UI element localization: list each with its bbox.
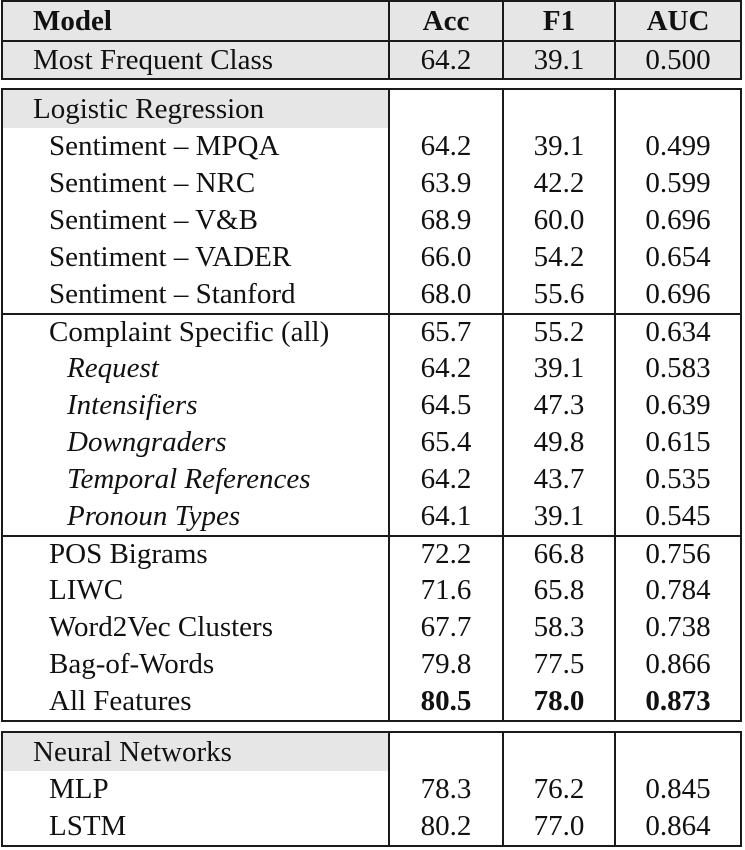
row-acc: 78.3 <box>388 771 502 808</box>
row-f1: 78.0 <box>502 683 614 720</box>
row-acc: 64.2 <box>388 461 502 498</box>
row-auc: 0.873 <box>614 683 740 720</box>
row-f1: 39.1 <box>502 498 614 535</box>
row-auc: 0.545 <box>614 498 740 535</box>
neural-section-title: Neural Networks <box>3 733 388 771</box>
row-label: Bag-of-Words <box>49 648 215 680</box>
row-label: POS Bigrams <box>49 538 208 570</box>
row-acc: 79.8 <box>388 646 502 683</box>
row-f1: 43.7 <box>502 461 614 498</box>
row-label: Complaint Specific (all) <box>49 316 330 348</box>
row-f1: 47.3 <box>502 387 614 424</box>
row-f1: 39.1 <box>502 350 614 387</box>
baseline-auc: 0.500 <box>614 42 740 78</box>
table-row <box>3 535 740 572</box>
table-row <box>3 202 740 239</box>
row-acc: 68.0 <box>388 276 502 313</box>
table-row <box>3 350 740 387</box>
row-f1: 55.2 <box>502 315 614 350</box>
row-acc: 66.0 <box>388 239 502 276</box>
row-label: Intensifiers <box>67 389 198 421</box>
row-label: MLP <box>49 773 109 805</box>
baseline-acc: 64.2 <box>388 42 502 78</box>
row-acc: 72.2 <box>388 537 502 572</box>
table-row <box>3 771 740 808</box>
row-auc: 0.634 <box>614 315 740 350</box>
neural-section-row <box>3 733 740 771</box>
baseline-row <box>3 40 740 78</box>
table-row <box>3 572 740 609</box>
row-acc: 64.2 <box>388 128 502 165</box>
row-f1: 39.1 <box>502 128 614 165</box>
row-f1: 77.5 <box>502 646 614 683</box>
row-label: All Features <box>49 685 192 717</box>
logistic-section-row <box>3 90 740 128</box>
empty-cell <box>388 90 502 128</box>
header-acc: Acc <box>388 2 502 40</box>
row-f1: 65.8 <box>502 572 614 609</box>
table-row-best <box>3 683 740 720</box>
table-row <box>3 165 740 202</box>
row-acc: 64.5 <box>388 387 502 424</box>
row-label: Downgraders <box>67 426 227 458</box>
row-label: Request <box>67 352 159 384</box>
table-row <box>3 461 740 498</box>
table-row <box>3 498 740 535</box>
row-label: LIWC <box>49 574 124 606</box>
row-label: Sentiment – Stanford <box>49 278 296 310</box>
table-header-row <box>3 2 740 40</box>
empty-cell <box>388 733 502 771</box>
row-acc: 80.2 <box>388 808 502 845</box>
table-row <box>3 609 740 646</box>
row-auc: 0.639 <box>614 387 740 424</box>
row-label: Temporal References <box>67 463 311 495</box>
row-auc: 0.696 <box>614 202 740 239</box>
header-model: Model <box>33 4 112 37</box>
empty-cell <box>502 733 614 771</box>
row-auc: 0.599 <box>614 165 740 202</box>
row-auc: 0.583 <box>614 350 740 387</box>
neural-networks-table <box>1 731 742 847</box>
table-row <box>3 646 740 683</box>
row-label: Pronoun Types <box>67 500 241 532</box>
row-auc: 0.845 <box>614 771 740 808</box>
table-row <box>3 387 740 424</box>
row-auc: 0.654 <box>614 239 740 276</box>
header-f1: F1 <box>502 2 614 40</box>
empty-cell <box>614 90 740 128</box>
table-row <box>3 424 740 461</box>
row-acc: 64.2 <box>388 350 502 387</box>
logistic-regression-table <box>1 88 742 722</box>
baseline-f1: 39.1 <box>502 42 614 78</box>
row-acc: 65.7 <box>388 315 502 350</box>
row-auc: 0.535 <box>614 461 740 498</box>
row-f1: 55.6 <box>502 276 614 313</box>
row-label: Sentiment – V&B <box>49 204 258 236</box>
row-f1: 66.8 <box>502 537 614 572</box>
row-auc: 0.866 <box>614 646 740 683</box>
row-auc: 0.738 <box>614 609 740 646</box>
row-auc: 0.756 <box>614 537 740 572</box>
empty-cell <box>502 90 614 128</box>
row-f1: 58.3 <box>502 609 614 646</box>
row-label: Sentiment – MPQA <box>49 130 280 162</box>
row-acc: 64.1 <box>388 498 502 535</box>
row-f1: 54.2 <box>502 239 614 276</box>
logistic-section-title: Logistic Regression <box>3 90 388 128</box>
row-label: Sentiment – NRC <box>49 167 256 199</box>
row-acc: 65.4 <box>388 424 502 461</box>
row-acc: 68.9 <box>388 202 502 239</box>
row-auc: 0.615 <box>614 424 740 461</box>
row-auc: 0.864 <box>614 808 740 845</box>
row-acc: 80.5 <box>388 683 502 720</box>
row-label: LSTM <box>49 810 127 842</box>
row-f1: 42.2 <box>502 165 614 202</box>
header-auc: AUC <box>614 2 740 40</box>
row-auc: 0.696 <box>614 276 740 313</box>
baseline-label: Most Frequent Class <box>33 43 274 76</box>
row-acc: 67.7 <box>388 609 502 646</box>
row-f1: 49.8 <box>502 424 614 461</box>
row-f1: 76.2 <box>502 771 614 808</box>
row-f1: 77.0 <box>502 808 614 845</box>
row-label: Sentiment – VADER <box>49 241 292 273</box>
table-row <box>3 313 740 350</box>
row-f1: 60.0 <box>502 202 614 239</box>
row-acc: 71.6 <box>388 572 502 609</box>
table-row <box>3 808 740 845</box>
table-row <box>3 128 740 165</box>
table-row <box>3 239 740 276</box>
row-auc: 0.784 <box>614 572 740 609</box>
row-label: Word2Vec Clusters <box>49 611 273 643</box>
header-baseline-table <box>1 0 742 80</box>
row-acc: 63.9 <box>388 165 502 202</box>
row-auc: 0.499 <box>614 128 740 165</box>
table-row <box>3 276 740 313</box>
empty-cell <box>614 733 740 771</box>
